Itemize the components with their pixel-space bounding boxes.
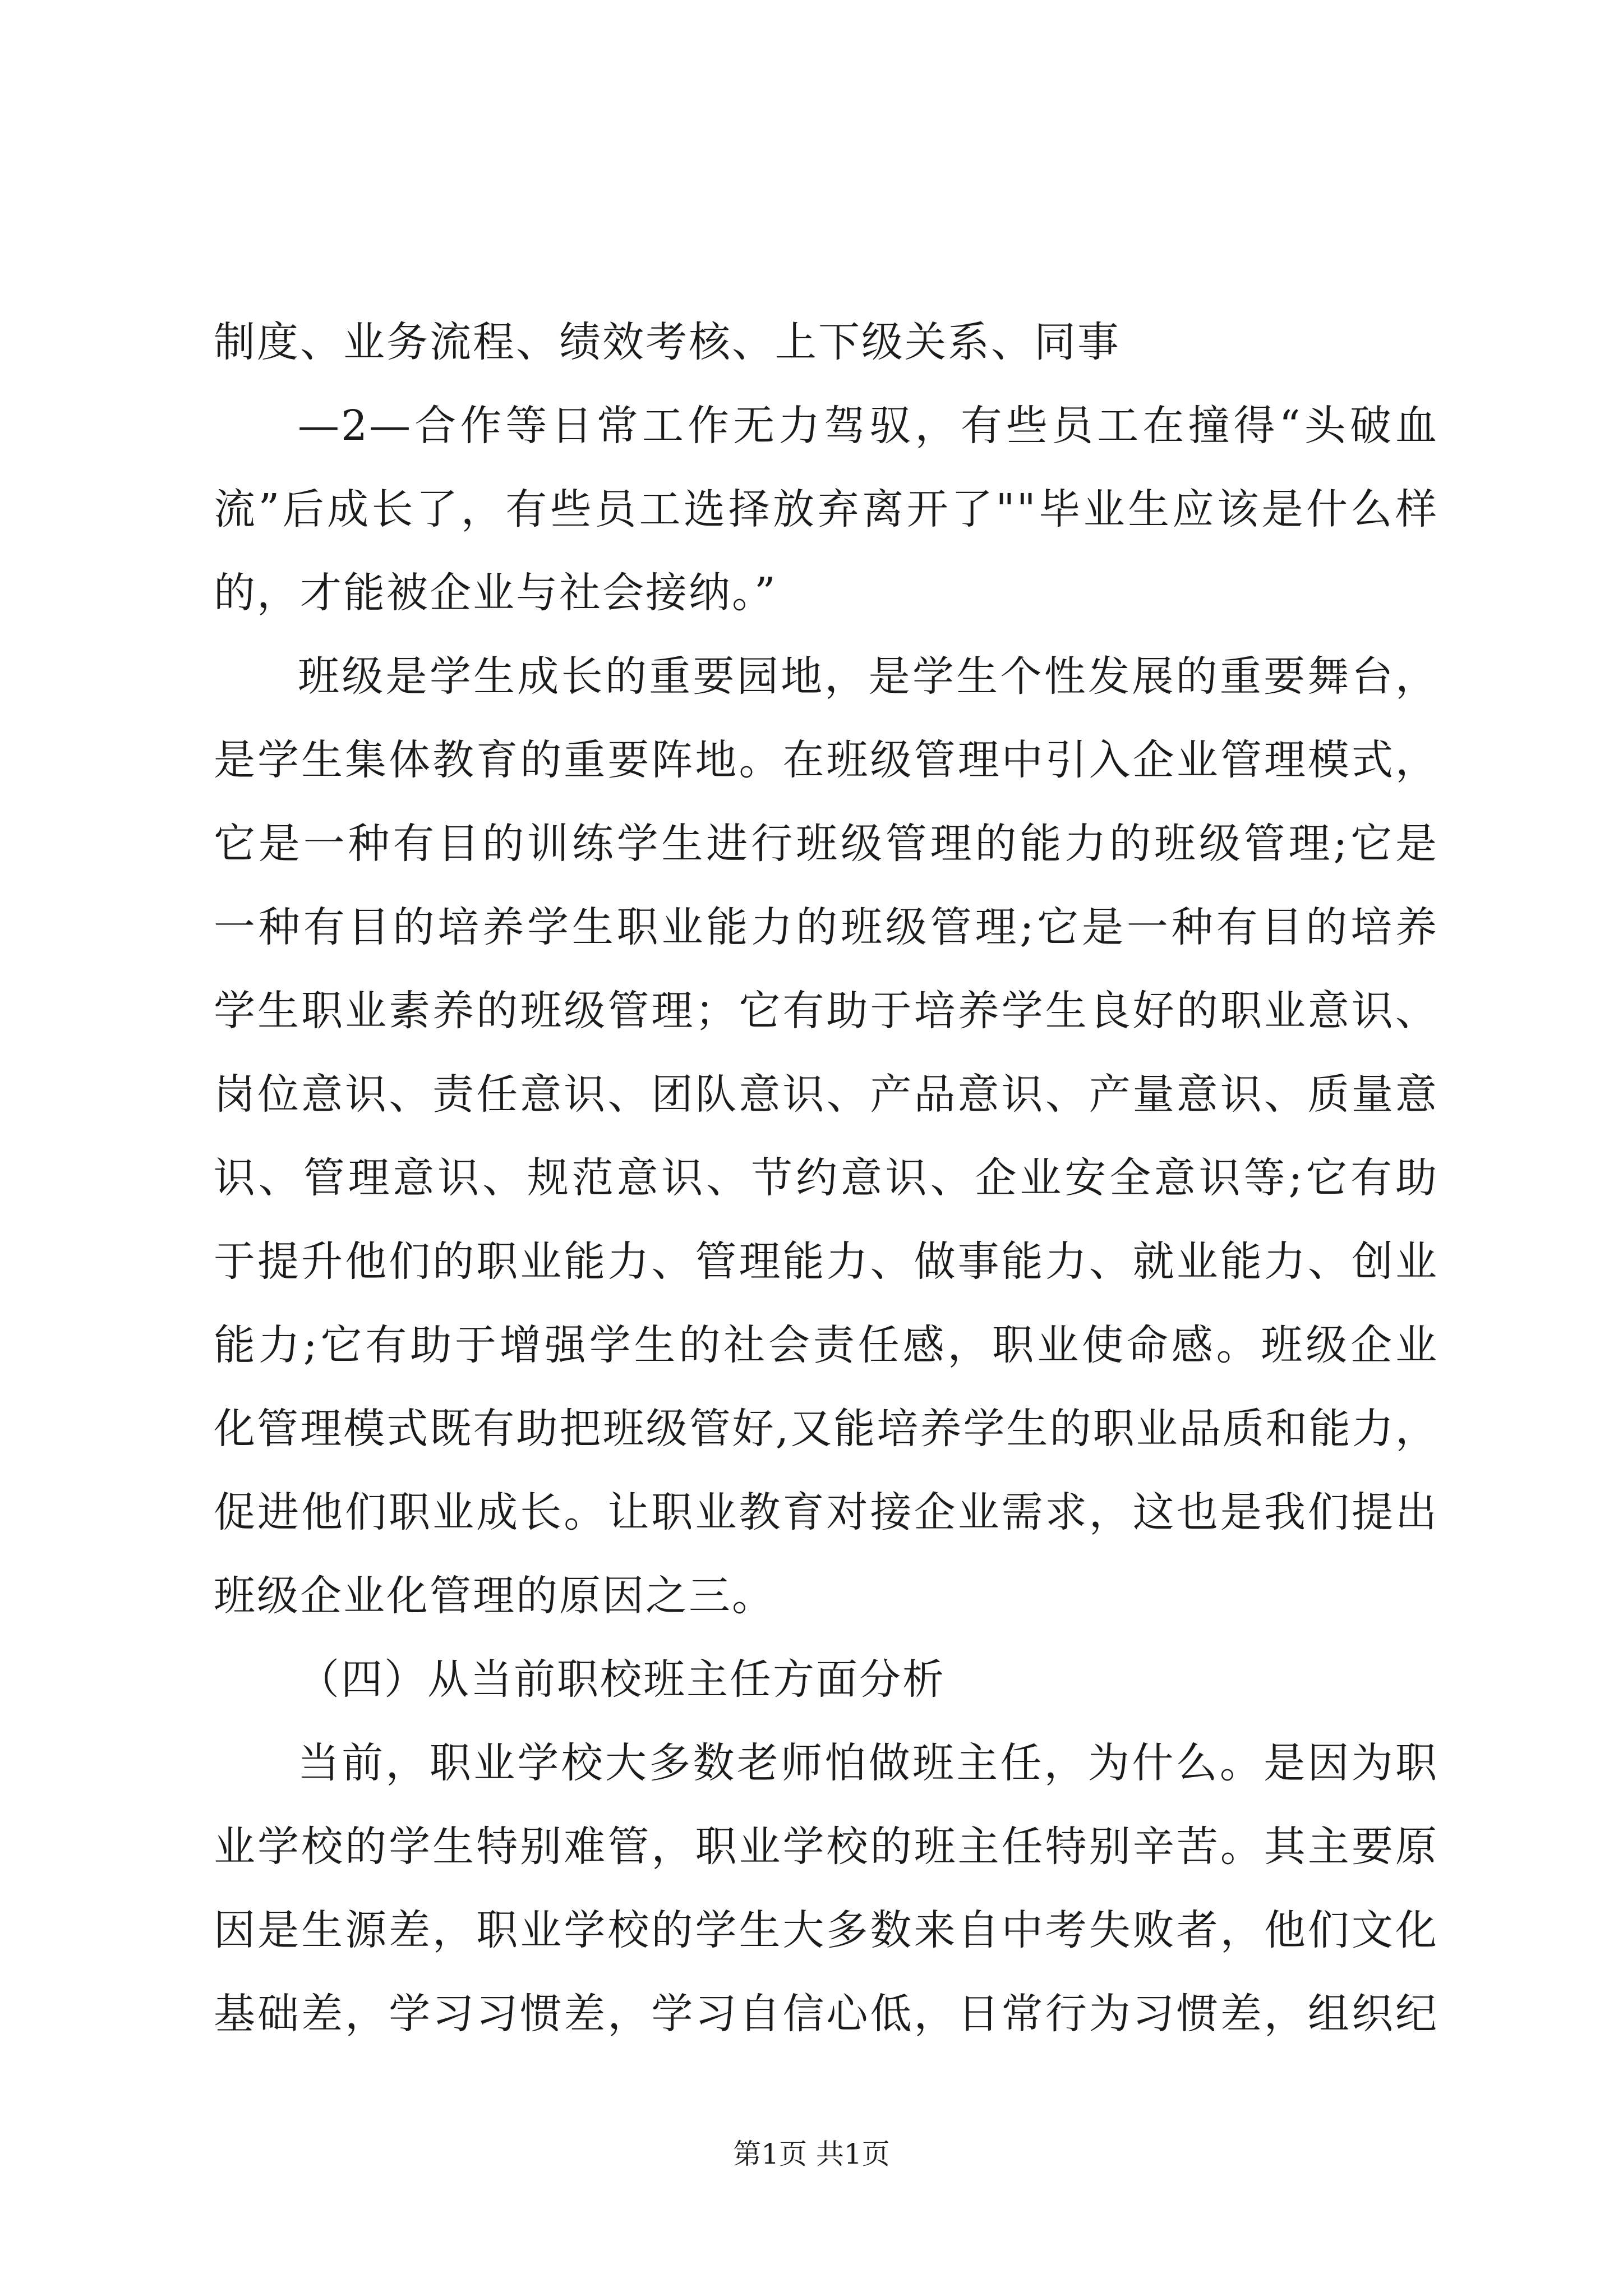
paragraph: [214, 384, 1438, 635]
text-line: —2—合作等日常工作无力驾驭，有些员工在撞得“头破血: [298, 402, 1438, 450]
text-line: 识、管理意识、规范意识、节约意识、企业安全意识等;它有助: [214, 1154, 1438, 1202]
text-line: 流”后成长了，有些员工选择放弃离开了""毕业生应该是什么样: [214, 485, 1438, 533]
text-line: 它是一种有目的训练学生进行班级管理的能力的班级管理;它是: [214, 820, 1438, 868]
text-line: 基础差，学习习惯差，学习自信心低，日常行为习惯差，组织纪: [214, 1990, 1438, 2038]
document-body: [214, 301, 1438, 2056]
text-line: 一种有目的培养学生职业能力的班级管理;它是一种有目的培养: [214, 903, 1438, 951]
text-line: 于提升他们的职业能力、管理能力、做事能力、就业能力、创业: [214, 1237, 1438, 1286]
text-line: 的，才能被企业与社会接纳。”: [214, 569, 777, 617]
section-heading-text: （四）从当前职校班主任方面分析: [298, 1655, 946, 1704]
paragraph: [214, 635, 1438, 1638]
section-heading: [214, 1638, 1438, 1722]
text-line: 当前，职业学校大多数老师怕做班主任，为什么。是因为职: [298, 1739, 1438, 1787]
text-line: 是学生集体教育的重要阵地。在班级管理中引入企业管理模式，: [214, 736, 1438, 784]
text-line: 班级企业化管理的原因之三。: [214, 1572, 775, 1620]
text-line: 班级是学生成长的重要园地，是学生个性发展的重要舞台，: [298, 652, 1438, 701]
text-line: 促进他们职业成长。让职业教育对接企业需求，这也是我们提出: [214, 1488, 1438, 1536]
text-line: 制度、业务流程、绩效考核、上下级关系、同事: [214, 318, 1121, 366]
text-line: 能力;它有助于增强学生的社会责任感，职业使命感。班级企业: [214, 1321, 1438, 1369]
text-line: 学生职业素养的班级管理；它有助于培养学生良好的职业意识、: [214, 987, 1438, 1035]
paragraph: [214, 301, 1438, 384]
text-line: 业学校的学生特别难管，职业学校的班主任特别辛苦。其主要原: [214, 1823, 1438, 1871]
text-line: 因是生源差，职业学校的学生大多数来自中考失败者，他们文化: [214, 1906, 1438, 1954]
text-line: 岗位意识、责任意识、团队意识、产品意识、产量意识、质量意: [214, 1070, 1438, 1119]
page-footer: 第1页 共1页: [733, 2138, 890, 2170]
paragraph: [214, 1722, 1438, 2056]
text-line: 化管理模式既有助把班级管好,又能培养学生的职业品质和能力，: [214, 1405, 1438, 1453]
